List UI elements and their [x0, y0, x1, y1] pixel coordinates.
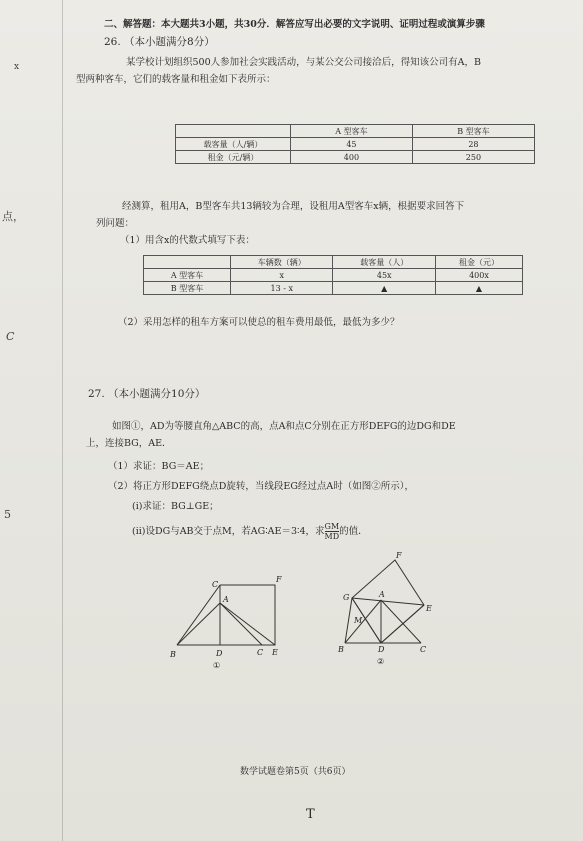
q27-line1: 如图①，AD为等腰直角△ABC的高，点A和点C分别在正方形DEFG的边DG和DE — [112, 421, 456, 432]
edge-fragment-c: C — [6, 330, 15, 343]
table-cell: 租金（元） — [435, 256, 522, 269]
q27-part1: （1）求证：BG＝AE； — [108, 461, 210, 472]
fig1-label-b: B — [170, 650, 176, 659]
fig1-caption: ① — [213, 661, 221, 670]
table-cell: 载客量（人/辆） — [176, 138, 291, 151]
q26-line3: 经测算，租用A，B型客车共13辆较为合理，设租用A型客车x辆，根据要求回答下 — [122, 201, 465, 212]
q27-part2: （2）将正方形DEFG绕点D旋转，当线段EG经过点A时（如图②所示）， — [108, 481, 415, 492]
figure-2 — [345, 560, 424, 643]
fig1-label-c: C — [212, 580, 219, 589]
q26-number: 26. — [104, 36, 121, 48]
q27-sub2-text-b: 的值． — [339, 526, 368, 537]
table-cell: 45 — [291, 138, 413, 151]
fig2-label-e: E — [426, 604, 432, 613]
table-cell: ▲ — [333, 282, 435, 295]
fraction-numerator: GM — [324, 522, 340, 531]
figure-1-labels — [169, 575, 282, 670]
table-cell: 载客量（人） — [333, 256, 435, 269]
q26-intro-line1: 某学校计划组织500人参加社会实践活动，与某公交公司接洽后，得知该公司有A，B — [126, 57, 481, 68]
table-cell: 28 — [412, 138, 534, 151]
table-cell: 250 — [412, 151, 534, 164]
fraction-denominator: MD — [324, 532, 340, 541]
fig2-edge-de — [381, 605, 424, 643]
figure-1 — [177, 585, 275, 645]
q27-number: 27. — [88, 388, 105, 400]
table-cell: 车辆数（辆） — [231, 256, 333, 269]
edge-fragment-text: 点， — [2, 210, 24, 223]
fig2-label-g: G — [343, 593, 350, 602]
fig1-label-e: E — [272, 648, 278, 657]
fig2-edge-ge — [352, 598, 424, 605]
fig2-label-a: A — [379, 590, 385, 599]
fig1-label-c2: C — [257, 648, 264, 657]
table-cell: A 型客车 — [291, 125, 413, 138]
fig2-label-d: D — [378, 645, 385, 654]
table-cell: B 型客车 — [412, 125, 534, 138]
fig1-edge-ab — [177, 603, 220, 645]
bottom-mark: T — [306, 807, 315, 822]
q26-part1: （1）用含x的代数式填写下表： — [120, 235, 255, 246]
fig1-square — [220, 585, 275, 645]
q27-line2: 上，连接BG，AE． — [86, 438, 172, 449]
fig1-label-a: A — [223, 595, 229, 604]
table-cell: 400x — [435, 269, 522, 282]
table-cell: 租金（元/辆） — [176, 151, 291, 164]
table-cell: 400 — [291, 151, 413, 164]
fig1-edge-bg — [177, 585, 220, 645]
fig2-caption: ② — [377, 657, 385, 666]
table-cell: 45x — [333, 269, 435, 282]
fig2-label-m: M — [354, 616, 363, 625]
fig1-edge-ae — [220, 603, 275, 645]
fig1-label-d: D — [216, 649, 223, 658]
q27-sub2-text-a: (ii)设DG与AB交于点M，若AG∶AE＝3∶4，求 — [132, 526, 325, 537]
q27-score: （本小题满分10分） — [108, 388, 206, 400]
fig2-label-b: B — [338, 645, 344, 654]
table-cell: ▲ — [435, 282, 522, 295]
q27-sub1: (i)求证：BG⊥GE； — [132, 501, 219, 512]
fig2-label-c: C — [420, 645, 427, 654]
page-footer: 数学试题卷第5页（共6页） — [240, 767, 351, 777]
table-cell: x — [231, 269, 333, 282]
fig2-edge-ac — [381, 600, 421, 643]
table-cell: 13 - x — [231, 282, 333, 295]
edge-fragment-5: 5 — [4, 508, 11, 521]
q26-line4: 列问题： — [96, 218, 135, 229]
fig1-label-f: F — [276, 575, 282, 584]
table-cell: B 型客车 — [144, 282, 231, 295]
fig2-label-f: F — [396, 551, 402, 560]
edge-fragment-x: x — [14, 62, 20, 72]
fig1-edge-ac — [220, 603, 262, 645]
section-heading: 二、解答题：本大题共3小题，共30分．解答应写出必要的文字说明、证明过程或演算步骤 — [104, 19, 485, 30]
table-cell: A 型客车 — [144, 269, 231, 282]
q26-score: （本小题满分8分） — [124, 36, 215, 48]
q26-part2: （2）采用怎样的租车方案可以使总的租车费用最低，最低为多少？ — [118, 317, 400, 328]
q26-intro-line2: 型两种客车，它们的载客量和租金如下表所示： — [76, 74, 276, 85]
figure-2-labels — [337, 551, 432, 666]
